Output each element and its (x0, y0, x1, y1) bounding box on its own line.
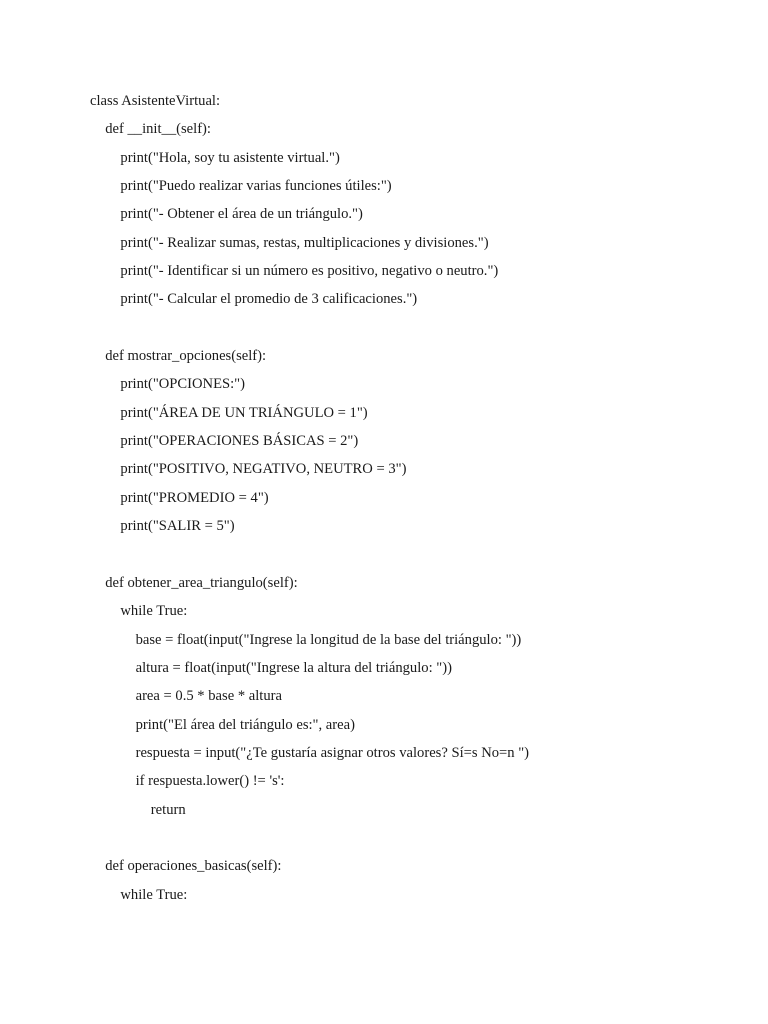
blank-line (0, 541, 768, 569)
code-line: def obtener_area_triangulo(self): (105, 574, 298, 591)
code-line: print("- Identificar si un número es positivo, negativo o neutro.") (120, 263, 499, 280)
code-line: print("ÁREA DE UN TRIÁNGULO = 1") (120, 404, 368, 421)
blank-line (0, 824, 768, 852)
code-listing (0, 87, 768, 909)
code-line: print("POSITIVO, NEGATIVO, NEUTRO = 3") (120, 461, 407, 478)
code-line: print("Hola, soy tu asistente virtual.") (120, 149, 340, 166)
code-line: print("- Obtener el área de un triángulo.") (120, 206, 363, 223)
code-line: while True: (120, 603, 188, 620)
code-line: print("OPCIONES:") (120, 376, 246, 393)
code-line: def __init__(self): (105, 121, 211, 138)
code-line: print("SALIR = 5") (120, 518, 235, 535)
code-line: def operaciones_basicas(self): (105, 858, 282, 875)
code-line: altura = float(input("Ingrese la altura del triángulo: ")) (135, 659, 452, 676)
code-line: if respuesta.lower() != 's': (135, 773, 285, 790)
code-line: return (150, 801, 186, 818)
blank-line (0, 314, 768, 342)
code-line: base = float(input("Ingrese la longitud de la base del triángulo: ")) (135, 631, 522, 648)
code-line: print("Puedo realizar varias funciones útiles:") (120, 178, 392, 195)
code-line: def mostrar_opciones(self): (105, 348, 267, 365)
code-line: print("- Realizar sumas, restas, multiplicaciones y divisiones.") (120, 234, 489, 251)
code-line: print("- Calcular el promedio de 3 calificaciones.") (120, 291, 418, 308)
code-line: area = 0.5 * base * altura (135, 688, 282, 705)
code-line: print("El área del triángulo es:", area) (135, 716, 355, 733)
code-line: while True: (120, 886, 188, 903)
code-line: print("PROMEDIO = 4") (120, 489, 269, 506)
code-line: class AsistenteVirtual: (90, 93, 221, 109)
code-line: respuesta = input("¿Te gustaría asignar otros valores? Sí=s No=n ") (135, 744, 530, 761)
code-line: print("OPERACIONES BÁSICAS = 2") (120, 433, 359, 450)
